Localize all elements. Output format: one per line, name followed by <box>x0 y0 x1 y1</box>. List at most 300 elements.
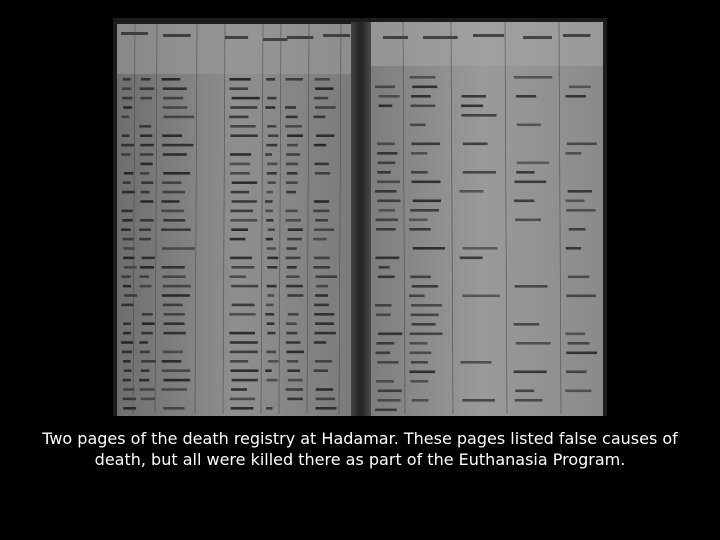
handwritten-entry <box>267 172 277 175</box>
handwritten-entry <box>376 380 394 383</box>
handwritten-entry <box>462 295 499 298</box>
handwritten-entry <box>124 266 137 269</box>
handwritten-entry <box>265 369 272 372</box>
handwritten-entry <box>140 153 154 156</box>
handwritten-entry <box>565 200 584 203</box>
handwritten-entry <box>123 257 134 260</box>
handwritten-entry <box>122 351 132 354</box>
handwritten-entry <box>315 360 332 363</box>
handwritten-entry <box>313 266 330 269</box>
handwritten-entry <box>463 171 496 174</box>
handwritten-entry <box>265 153 272 156</box>
handwritten-entry <box>378 390 402 393</box>
handwritten-entry <box>163 304 183 307</box>
handwritten-entry <box>516 342 551 345</box>
handwritten-entry <box>515 219 541 222</box>
handwritten-entry <box>162 294 190 297</box>
handwritten-entry <box>142 313 153 316</box>
handwritten-entry <box>162 247 195 250</box>
handwritten-entry <box>231 407 254 410</box>
handwritten-entry <box>230 369 258 372</box>
handwritten-entry <box>286 219 301 222</box>
handwritten-entry <box>287 294 303 297</box>
handwritten-entry <box>375 352 390 355</box>
handwritten-entry <box>462 95 486 98</box>
handwritten-entry <box>230 360 248 363</box>
handwritten-entry <box>568 276 589 279</box>
handwritten-entry <box>314 341 326 344</box>
handwritten-entry <box>121 228 131 231</box>
handwritten-entry <box>460 257 483 260</box>
handwritten-entry <box>162 360 182 363</box>
handwritten-entry <box>288 313 299 316</box>
handwritten-entry <box>379 266 390 269</box>
header-script <box>523 36 552 39</box>
handwritten-entry <box>409 295 425 298</box>
handwritten-entry <box>315 172 330 175</box>
handwritten-entry <box>410 209 439 212</box>
handwritten-entry <box>266 304 273 307</box>
handwritten-entry <box>163 172 190 175</box>
handwritten-entry <box>286 341 301 344</box>
handwritten-entry <box>286 247 296 250</box>
handwritten-entry <box>411 143 440 146</box>
handwritten-entry <box>230 134 257 137</box>
handwritten-entry <box>411 95 431 98</box>
ledger-image <box>113 18 607 416</box>
handwritten-entry <box>232 200 257 203</box>
handwritten-entry <box>410 352 432 355</box>
handwritten-entry <box>566 295 596 298</box>
handwritten-entry <box>412 86 437 89</box>
handwritten-entry <box>140 87 155 90</box>
handwritten-entry <box>123 238 134 241</box>
handwritten-entry <box>316 285 328 288</box>
handwritten-entry <box>123 181 131 184</box>
handwritten-entry <box>514 285 547 288</box>
handwritten-entry <box>121 153 131 156</box>
handwritten-entry <box>463 247 498 250</box>
handwritten-entry <box>140 351 150 354</box>
handwritten-entry <box>123 407 136 410</box>
handwritten-entry <box>377 171 391 174</box>
handwritten-entry <box>566 371 586 374</box>
handwritten-entry <box>566 95 586 98</box>
handwritten-entry <box>376 228 395 231</box>
slide-caption: Two pages of the death registry at Hadamar. These pages listed false causes of death, but all were killed there as part of the Euthanasia Program. <box>42 429 678 469</box>
handwritten-entry <box>375 409 397 412</box>
handwritten-entry <box>268 181 276 184</box>
handwritten-entry <box>514 323 540 326</box>
handwritten-entry <box>412 323 436 326</box>
handwritten-entry <box>140 388 155 391</box>
handwritten-entry <box>377 152 397 155</box>
handwritten-entry <box>462 399 495 402</box>
handwritten-entry <box>141 369 150 372</box>
handwritten-entry <box>315 294 328 297</box>
handwritten-entry <box>267 163 277 166</box>
handwritten-entry <box>516 171 534 174</box>
handwritten-entry <box>162 200 180 203</box>
handwritten-entry <box>287 360 299 363</box>
handwritten-entry <box>121 210 132 213</box>
handwritten-entry <box>141 332 152 335</box>
handwritten-entry <box>267 125 276 128</box>
handwritten-entry <box>162 144 193 147</box>
handwritten-entry <box>232 97 260 100</box>
handwritten-entry <box>139 238 151 241</box>
handwritten-entry <box>313 210 329 213</box>
handwritten-entry <box>375 86 395 89</box>
handwritten-entry <box>376 314 391 317</box>
handwritten-entry <box>123 322 131 325</box>
handwritten-entry <box>230 219 257 222</box>
handwritten-entry <box>162 369 190 372</box>
handwritten-entry <box>378 333 402 336</box>
handwritten-entry <box>267 247 276 250</box>
handwritten-entry <box>287 238 302 241</box>
handwritten-entry <box>413 200 441 203</box>
handwritten-entry <box>267 322 275 325</box>
handwritten-entry <box>123 285 131 288</box>
handwritten-entry <box>122 116 129 119</box>
handwritten-entry <box>315 219 328 222</box>
handwritten-entry <box>161 388 187 391</box>
handwritten-entry <box>164 322 185 325</box>
handwritten-entry <box>313 238 326 241</box>
handwritten-entry <box>231 285 258 288</box>
handwritten-entry <box>123 360 131 363</box>
handwritten-entry <box>164 332 186 335</box>
handwritten-entry <box>267 332 275 335</box>
handwritten-entry <box>375 190 397 193</box>
handwritten-entry <box>164 313 185 316</box>
handwritten-entry <box>566 352 597 355</box>
handwritten-entry <box>163 379 190 382</box>
handwritten-entry <box>230 153 251 156</box>
handwritten-entry <box>139 125 151 128</box>
handwritten-entry <box>124 247 135 250</box>
handwritten-entry <box>139 275 148 278</box>
handwritten-entry <box>163 106 188 109</box>
handwritten-entry <box>266 351 276 354</box>
handwritten-entry <box>140 144 154 147</box>
handwritten-entry <box>286 351 303 354</box>
handwritten-entry <box>142 322 155 325</box>
handwritten-entry <box>376 219 398 222</box>
handwritten-entry <box>140 163 152 166</box>
handwritten-entry <box>515 390 534 393</box>
handwritten-entry <box>231 266 254 269</box>
handwritten-entry <box>267 379 278 382</box>
handwritten-entry <box>314 163 328 166</box>
handwritten-entry <box>286 388 303 391</box>
handwritten-entry <box>514 181 546 184</box>
header-script <box>423 36 458 39</box>
handwritten-entry <box>162 191 185 194</box>
handwritten-entry <box>162 134 182 137</box>
handwritten-entry <box>266 191 272 194</box>
handwritten-entry <box>139 228 151 231</box>
handwritten-entry <box>232 304 255 307</box>
handwritten-entry <box>121 341 133 344</box>
handwritten-entry <box>123 78 131 81</box>
handwritten-entry <box>267 285 277 288</box>
handwritten-entry <box>314 257 330 260</box>
handwritten-entry <box>409 219 427 222</box>
handwritten-entry <box>124 369 132 372</box>
handwritten-entry <box>314 369 328 372</box>
handwritten-entry <box>315 87 333 90</box>
handwritten-entry <box>267 97 276 100</box>
handwritten-entry <box>139 341 148 344</box>
handwritten-entry <box>286 163 298 166</box>
handwritten-entry <box>163 116 194 119</box>
handwritten-entry <box>285 106 296 109</box>
handwritten-entry <box>163 407 184 410</box>
handwritten-entry <box>161 228 191 231</box>
handwritten-entry <box>162 181 181 184</box>
handwritten-entry <box>123 332 131 335</box>
handwritten-entry <box>314 200 329 203</box>
right-page-header <box>371 22 603 66</box>
handwritten-entry <box>268 134 278 137</box>
handwritten-entry <box>286 153 300 156</box>
handwritten-entry <box>140 172 149 175</box>
handwritten-entry <box>122 191 135 194</box>
handwritten-entry <box>377 399 400 402</box>
handwritten-entry <box>378 276 395 279</box>
handwritten-entry <box>516 95 536 98</box>
handwritten-entry <box>265 313 274 316</box>
handwritten-entry <box>231 191 249 194</box>
handwritten-entry <box>287 144 298 147</box>
handwritten-entry <box>163 351 183 354</box>
handwritten-entry <box>412 285 438 288</box>
handwritten-entry <box>266 78 275 81</box>
registry-photo <box>113 18 607 416</box>
handwritten-entry <box>141 181 153 184</box>
handwritten-entry <box>230 172 250 175</box>
header-script <box>163 34 191 37</box>
handwritten-entry <box>378 162 396 165</box>
header-script <box>563 34 590 37</box>
handwritten-entry <box>124 294 137 297</box>
handwritten-entry <box>314 228 334 231</box>
handwritten-entry <box>286 322 297 325</box>
handwritten-entry <box>316 275 338 278</box>
handwritten-entry <box>410 276 430 279</box>
right-page <box>365 22 603 416</box>
handwritten-entry <box>569 228 586 231</box>
handwritten-entry <box>315 78 330 81</box>
handwritten-entry <box>140 97 151 100</box>
handwritten-entry <box>286 257 301 260</box>
handwritten-entry <box>230 163 251 166</box>
handwritten-entry <box>377 143 395 146</box>
handwritten-entry <box>163 285 191 288</box>
handwritten-entry <box>377 200 400 203</box>
handwritten-entry <box>230 106 257 109</box>
handwritten-entry <box>266 144 277 147</box>
handwritten-entry <box>140 285 152 288</box>
handwritten-entry <box>315 322 334 325</box>
handwritten-entry <box>288 379 303 382</box>
handwritten-entry <box>517 162 549 165</box>
handwritten-entry <box>229 116 248 119</box>
handwritten-entry <box>411 105 436 108</box>
handwritten-entry <box>163 87 187 90</box>
header-script <box>323 34 350 37</box>
handwritten-entry <box>568 342 590 345</box>
handwritten-entry <box>163 97 183 100</box>
handwritten-entry <box>459 190 483 193</box>
handwritten-entry <box>316 388 333 391</box>
handwritten-entry <box>565 390 591 393</box>
handwritten-entry <box>410 342 428 345</box>
handwritten-entry <box>230 351 258 354</box>
handwritten-entry <box>162 266 185 269</box>
handwritten-entry <box>514 371 547 374</box>
handwritten-entry <box>140 219 154 222</box>
handwritten-entry <box>141 78 151 81</box>
book-gutter <box>351 22 371 416</box>
handwritten-entry <box>162 78 181 81</box>
header-script <box>225 36 248 39</box>
handwritten-entry <box>232 181 257 184</box>
handwritten-entry <box>315 106 336 109</box>
handwritten-entry <box>287 172 298 175</box>
handwritten-entry <box>286 116 298 119</box>
handwritten-entry <box>230 275 247 278</box>
handwritten-entry <box>123 398 136 401</box>
handwritten-entry <box>461 114 496 117</box>
handwritten-entry <box>230 341 258 344</box>
handwritten-entry <box>139 379 149 382</box>
handwritten-entry <box>122 97 132 100</box>
handwritten-entry <box>287 134 303 137</box>
handwritten-entry <box>161 210 184 213</box>
handwritten-entry <box>316 398 335 401</box>
handwritten-entry <box>285 210 297 213</box>
handwritten-entry <box>411 314 439 317</box>
handwritten-entry <box>140 134 152 137</box>
handwritten-entry <box>140 200 153 203</box>
handwritten-entry <box>267 257 278 260</box>
header-script <box>121 32 148 35</box>
handwritten-entry <box>379 95 400 98</box>
handwritten-entry <box>412 399 429 402</box>
handwritten-entry <box>142 257 155 260</box>
handwritten-entry <box>229 87 248 90</box>
handwritten-entry <box>230 398 255 401</box>
handwritten-entry <box>460 361 491 364</box>
handwritten-entry <box>286 181 298 184</box>
handwritten-entry <box>265 106 275 109</box>
right-header-band <box>371 22 603 66</box>
handwritten-entry <box>162 275 185 278</box>
handwritten-entry <box>231 228 248 231</box>
handwritten-entry <box>410 333 443 336</box>
handwritten-entry <box>316 134 334 137</box>
handwritten-entry <box>409 371 435 374</box>
handwritten-entry <box>412 181 441 184</box>
handwritten-entry <box>413 247 445 250</box>
handwritten-entry <box>285 125 302 128</box>
handwritten-entry <box>377 361 398 364</box>
handwritten-entry <box>566 209 595 212</box>
handwritten-entry <box>265 200 273 203</box>
handwritten-entry <box>266 238 273 241</box>
handwritten-entry <box>141 398 155 401</box>
handwritten-entry <box>566 247 581 250</box>
handwritten-entry <box>378 209 395 212</box>
handwritten-entry <box>410 76 436 79</box>
handwritten-entry <box>141 360 156 363</box>
handwritten-entry <box>230 257 252 260</box>
handwritten-entry <box>141 191 150 194</box>
handwritten-entry <box>286 78 303 81</box>
handwritten-entry <box>265 210 273 213</box>
handwritten-entry <box>121 144 134 147</box>
handwritten-entry <box>163 153 187 156</box>
handwritten-entry <box>266 407 272 410</box>
handwritten-entry <box>268 360 279 363</box>
handwritten-entry <box>514 200 534 203</box>
handwritten-entry <box>122 87 131 90</box>
handwritten-entry <box>517 124 541 127</box>
handwritten-entry <box>314 144 326 147</box>
handwritten-entry <box>231 388 247 391</box>
left-header-band <box>117 24 351 74</box>
handwritten-entry <box>268 228 275 231</box>
handwritten-entry <box>314 304 329 307</box>
handwritten-entry <box>461 105 483 108</box>
handwritten-entry <box>411 171 428 174</box>
handwritten-entry <box>377 181 400 184</box>
left-page-header <box>117 24 351 74</box>
handwritten-entry <box>230 238 246 241</box>
handwritten-entry <box>314 332 335 335</box>
handwritten-entry <box>286 191 296 194</box>
handwritten-entry <box>123 106 132 109</box>
handwritten-entry <box>267 294 274 297</box>
handwritten-entry <box>286 275 300 278</box>
handwritten-entry <box>410 380 428 383</box>
header-script <box>263 38 287 41</box>
handwritten-entry <box>121 304 133 307</box>
header-script <box>287 36 313 39</box>
handwritten-entry <box>375 304 392 307</box>
handwritten-entry <box>123 379 131 382</box>
handwritten-entry <box>566 152 582 155</box>
handwritten-entry <box>411 152 427 155</box>
handwritten-entry <box>410 124 425 127</box>
handwritten-entry <box>267 266 277 269</box>
handwritten-entry <box>230 125 255 128</box>
handwritten-entry <box>229 313 255 316</box>
handwritten-entry <box>375 257 399 260</box>
handwritten-entry <box>568 190 592 193</box>
handwritten-entry <box>565 333 585 336</box>
handwritten-entry <box>122 134 129 137</box>
handwritten-entry <box>288 228 303 231</box>
handwritten-entry <box>313 116 325 119</box>
handwritten-entry <box>287 266 297 269</box>
header-script <box>383 36 408 39</box>
handwritten-entry <box>409 228 430 231</box>
handwritten-entry <box>140 266 154 269</box>
